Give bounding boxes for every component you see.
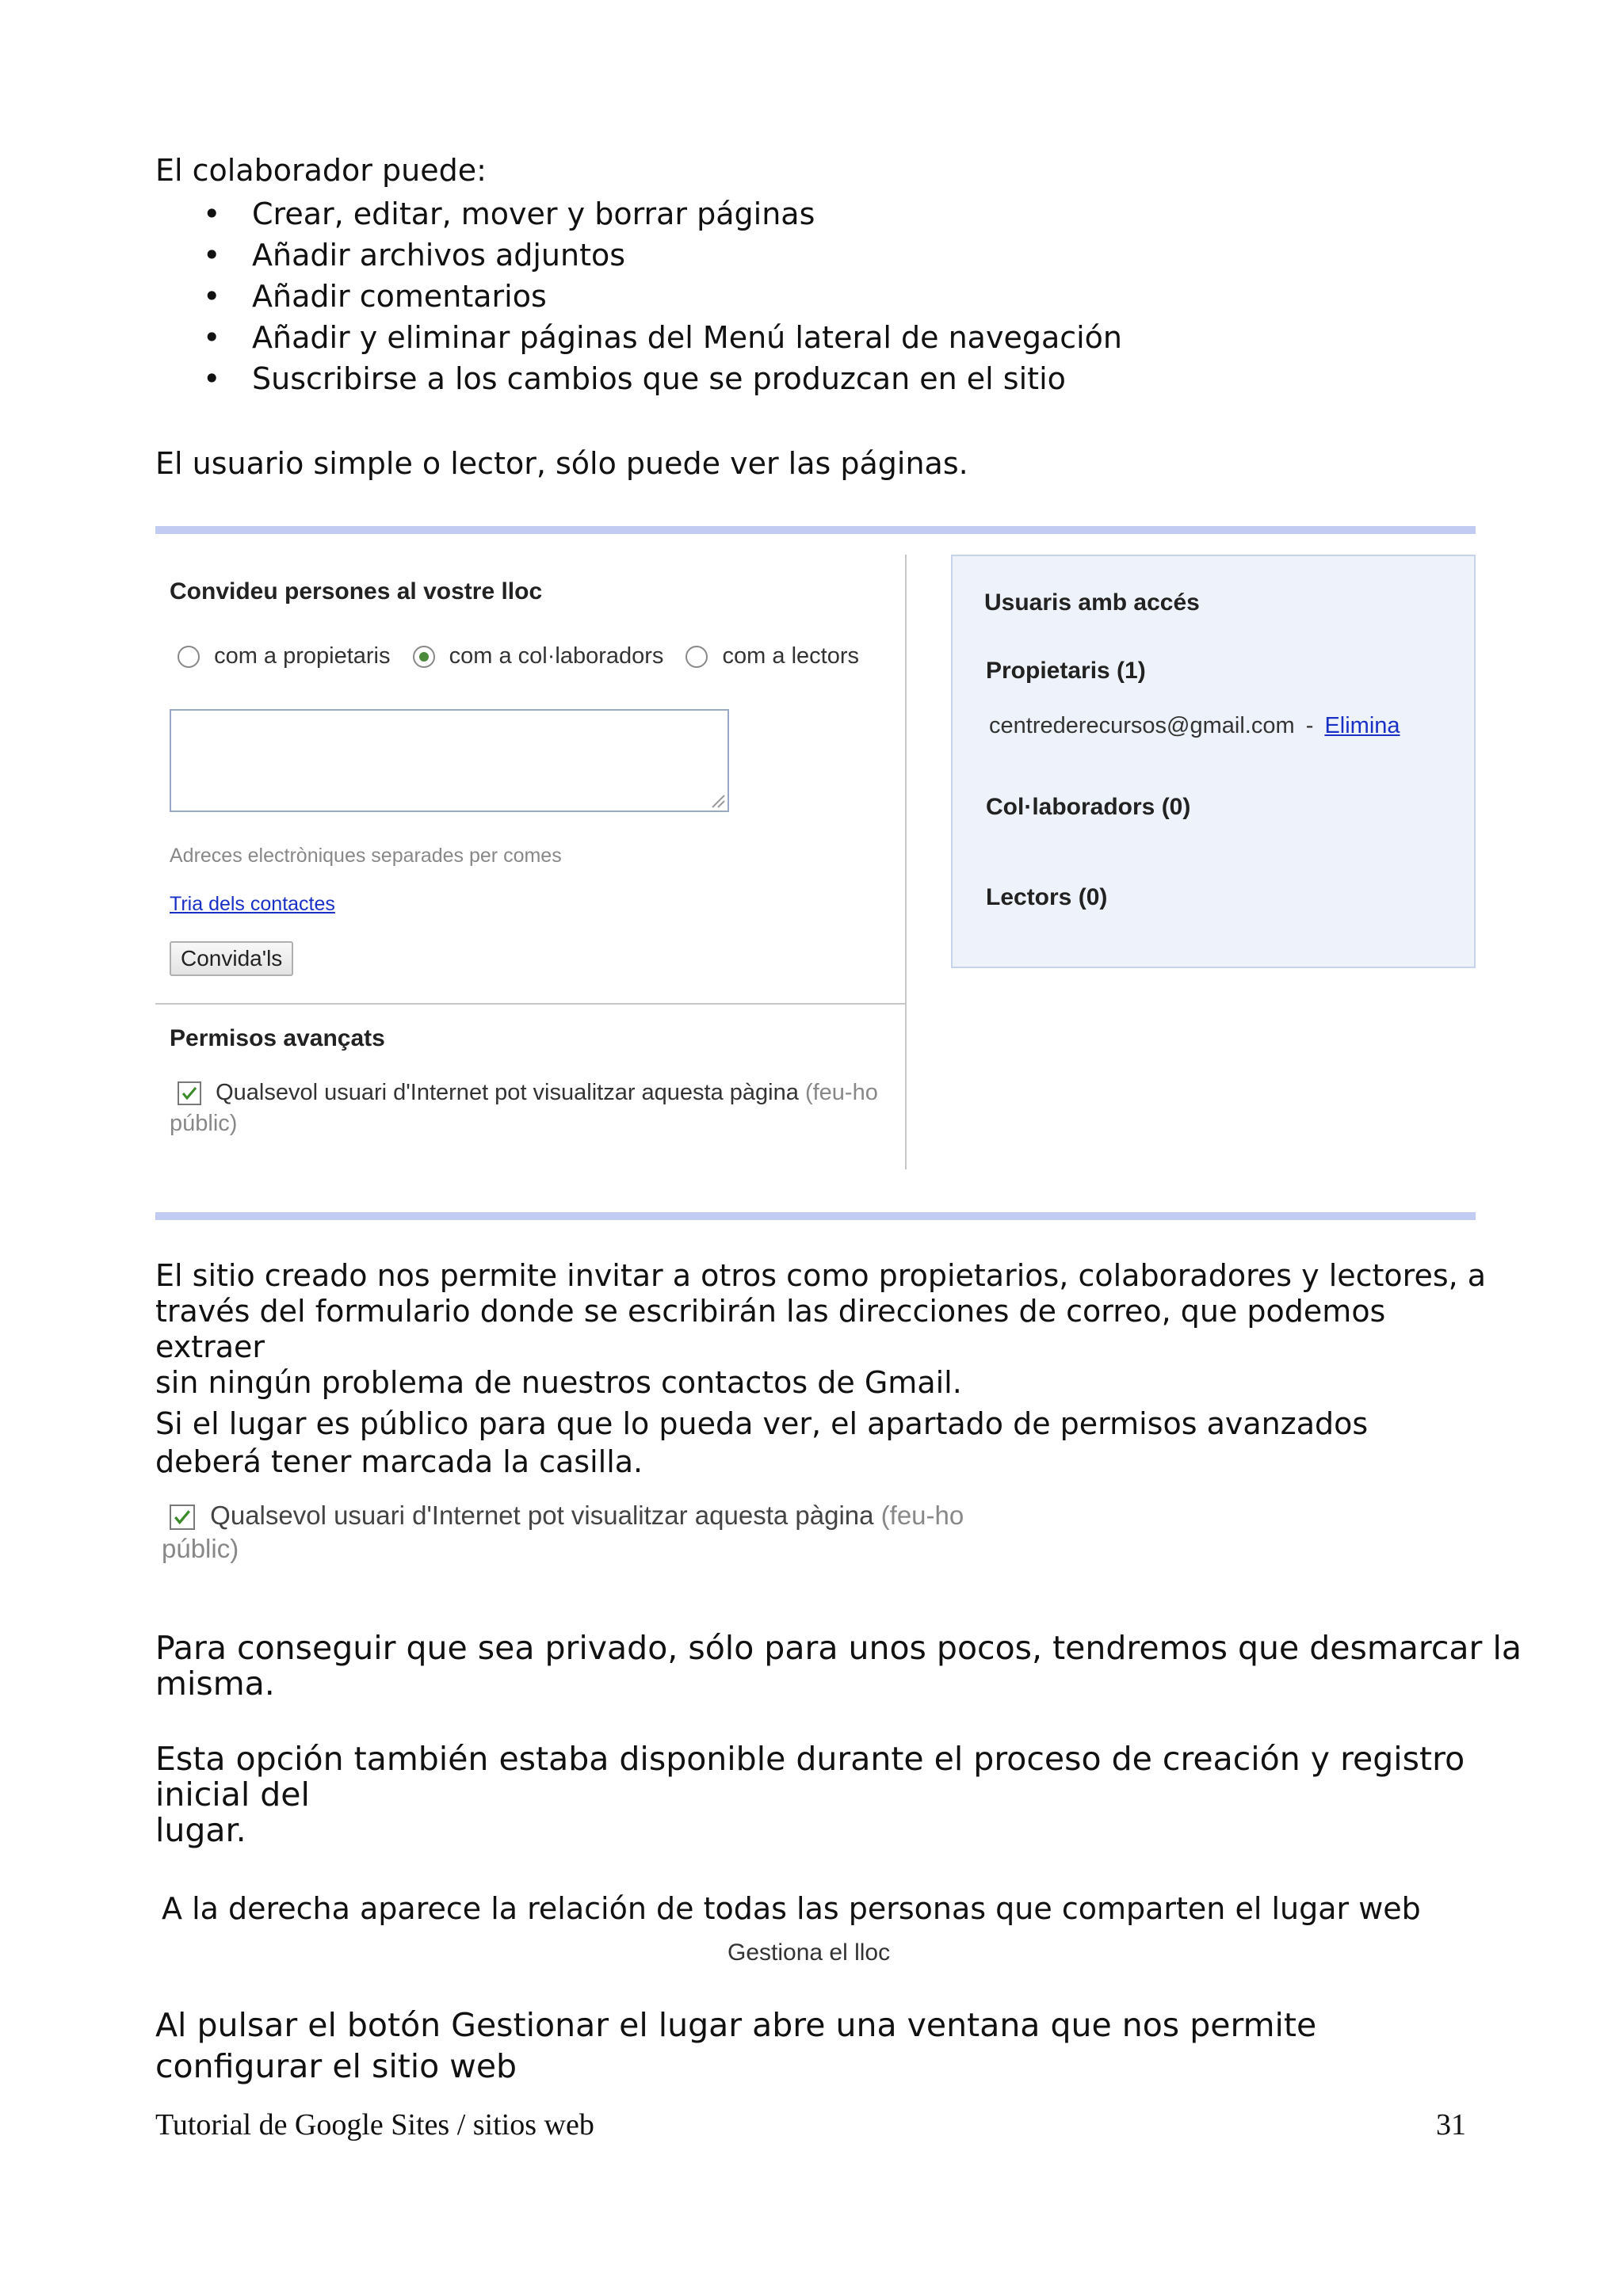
role-radio-group	[178, 643, 859, 669]
radio-owners-label: com a propietaris	[214, 643, 391, 669]
owners-title: Propietaris (1)	[986, 658, 1146, 684]
public-checkbox[interactable]	[178, 1081, 201, 1105]
users-panel	[951, 555, 1476, 968]
manage-button-note: Al pulsar el botón Gestionar el lugar abre una ventana que nos permite configurar el sitio web	[155, 2006, 1317, 2085]
owner-row	[989, 713, 1400, 739]
invite-button[interactable]: Convida'ls	[170, 941, 293, 976]
advanced-permissions-title: Permisos avançats	[170, 1025, 385, 1051]
footer-title: Tutorial de Google Sites / sitios web	[155, 2108, 594, 2142]
public-crop-hint: (feu-ho	[880, 1501, 964, 1530]
public-checkbox-crop	[160, 1497, 964, 1577]
users-list-note: A la derecha aparece la relación de todas las personas que comparten el lugar web	[162, 1891, 1421, 1926]
public-checkbox-crop-box	[170, 1505, 195, 1530]
simple-user-text: El usuario simple o lector, sólo puede ver las páginas.	[155, 446, 968, 481]
list-item: • Añadir archivos adjuntos	[203, 238, 626, 273]
users-title: Usuaris amb accés	[984, 589, 1200, 616]
screenshot-top-rule	[155, 526, 1476, 534]
checkmark-icon	[173, 1508, 192, 1527]
page-number: 31	[1436, 2108, 1466, 2142]
resize-grip-icon[interactable]	[711, 794, 725, 808]
owner-separator: -	[1305, 713, 1314, 738]
list-item: • Suscribirse a los cambios que se produzcan en el sitio	[203, 361, 1066, 396]
radio-owners[interactable]	[178, 646, 200, 668]
private-explanation: Para conseguir que sea privado, sólo para unos pocos, tendremos que desmarcar la misma.	[155, 1629, 1522, 1703]
list-item: • Añadir y eliminar páginas del Menú lateral de navegación	[203, 320, 1123, 355]
radio-readers-label: com a lectors	[722, 643, 859, 669]
radio-collaborators[interactable]	[413, 646, 435, 668]
emails-hint: Adreces electròniques separades per comes	[170, 845, 562, 867]
intro-heading: El colaborador puede:	[155, 153, 487, 188]
radio-collaborators-label: com a col·laboradors	[449, 643, 664, 669]
invite-panel	[155, 547, 905, 1169]
readers-title: Lectors (0)	[986, 884, 1108, 910]
invite-explanation: El sitio creado nos permite invitar a otros como propietarios, colaboradores y lectores, a través del formulario donde se escribirán las direcciones de correo, que podemos extraer sin ningún problema de nuestros contactos de Gmail.	[155, 1258, 1487, 1400]
creation-option-note: Esta opción también estaba disponible durante el proceso de creación y registro inicial del lugar.	[155, 1740, 1465, 1849]
public-label: Qualsevol usuari d'Internet pot visualitzar aquesta pàgina	[216, 1080, 799, 1105]
collaborator-abilities-list	[155, 193, 1122, 399]
public-permission-row	[178, 1080, 878, 1106]
public-hint: (feu-ho	[804, 1080, 878, 1105]
remove-owner-link[interactable]: Elimina	[1324, 713, 1400, 738]
invite-title: Convideu persones al vostre lloc	[170, 578, 543, 605]
screenshot-bottom-rule	[155, 1212, 1476, 1220]
emails-textarea[interactable]	[170, 709, 729, 812]
manage-site-label: Gestiona el lloc	[727, 1939, 891, 1966]
owner-email: centrederecursos@gmail.com	[989, 713, 1295, 738]
column-divider	[905, 555, 907, 1169]
public-crop-hint-end: públic)	[162, 1534, 239, 1563]
collaborators-title: Col·laboradors (0)	[986, 794, 1191, 820]
checkmark-icon	[181, 1085, 198, 1102]
public-explanation: Si el lugar es público para que lo pueda ver, el apartado de permisos avanzados deberá tener marcada la casilla.	[155, 1406, 1369, 1479]
choose-contacts-link[interactable]: Tria dels contactes	[170, 893, 335, 915]
list-item: • Crear, editar, mover y borrar páginas	[203, 196, 815, 231]
sharing-screenshot	[155, 547, 1476, 1169]
radio-readers[interactable]	[685, 646, 708, 668]
list-item: • Añadir comentarios	[203, 279, 547, 314]
public-crop-label: Qualsevol usuari d'Internet pot visualitzar aquesta pàgina	[210, 1501, 874, 1530]
public-hint-end: públic)	[170, 1111, 238, 1136]
section-divider	[155, 1003, 905, 1005]
